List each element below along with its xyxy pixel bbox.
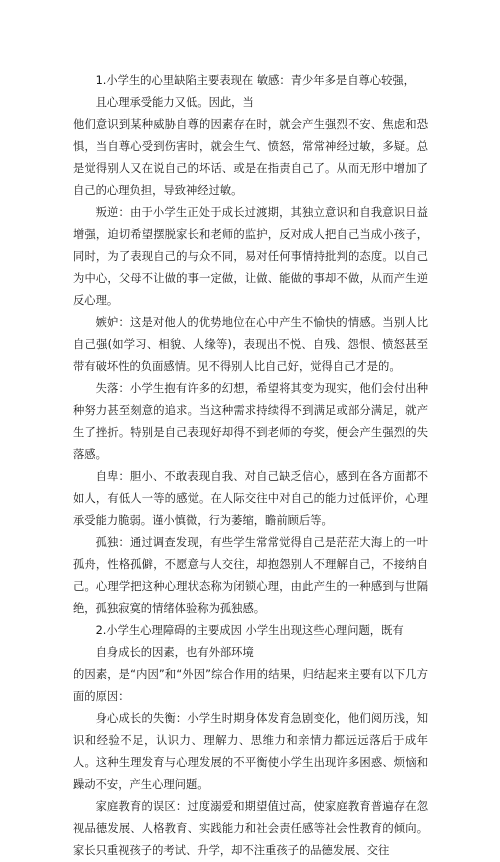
paragraph-1-heading: 1.小学生的心里缺陷主要表现在 敏感：青少年多是自尊心较强， xyxy=(95,74,415,87)
paragraph-inferiority: 自卑：胆小、不敢表现自我、对自己缺乏信心，感到在各方面都不如人，有低人一等的感觉。在人际交往中对自己的能力过低评价，心理承受能力脆弱。谨小慎微，行为萎缩，瞻前顾后等。 xyxy=(73,470,428,527)
paragraph-rebellion: 叛逆：由于小学生正处于成长过渡期，其独立意识和自我意识日益增强，迫切希望摆脱家长和老师的监护，反对成人把自己当成小孩子，同时，为了表现自己的与众不同，易对任何事情持批判的态度。以自己为中心，父母不让做的事一定做，让做、能做的事却不做，从而产生逆反心理。 xyxy=(73,206,428,307)
paragraph-2-body: 的因素，是“内因”和“外因”综合作用的结果，归结起来主要有以下几方面的原因： xyxy=(73,668,428,703)
paragraph-1-heading-cont: 且心理承受能力又低。因此，当 xyxy=(95,96,254,109)
paragraph-loss: 失落：小学生抱有许多的幻想，希望将其变为现实，他们会付出种种努力甚至刻意的追求。当这种需求持续得不到满足或部分满足，就产生了挫折。特别是自己表现好却得不到老师的夸奖，便会产生强烈的失落感。 xyxy=(73,382,428,461)
paragraph-2-heading-cont: 自身成长的因素，也有外部环境 xyxy=(95,646,254,659)
paragraph-loneliness: 孤独：通过调查发现，有些学生常常觉得自己是茫茫大海上的一叶孤舟，性格孤僻，不愿意与人交往，却抱怨别人不理解自己，不接纳自己。心理学把这种心理状态称为闭锁心理，由此产生的一种感到与世隔绝，孤独寂寞的情绪体验称为孤独感。 xyxy=(73,536,428,615)
paragraph-jealousy: 嫉妒：这是对他人的优势地位在心中产生不愉快的情感。当别人比自己强(如学习、相貌、人缘等)，表现出不悦、自残、怨恨、愤怒甚至带有破坏性的负面感情。见不得别人比自己好，觉得自己才是的。 xyxy=(73,316,428,373)
paragraph-2-heading: 2.小学生心理障碍的主要成因 小学生出现这些心理问题，既有 xyxy=(95,624,404,637)
paragraph-imbalance: 身心成长的失衡：小学生时期身体发育急剧变化，他们阅历浅，知识和经验不足，认识力、理解力、思维力和亲情力都远远落后于成年人。这种生理发育与心理发展的不平衡使小学生出现许多困惑、烦恼和躁动不安，产生心理问题。 xyxy=(73,712,428,791)
paragraph-1-body: 他们意识到某种威胁自尊的因素存在时，就会产生强烈不安、焦虑和恐惧，当自尊心受到伤害时，就会生气、愤怒，常常神经过敏，多疑。总是觉得别人又在说自己的坏话、或是在指责自己了。从而无形中增加了自己的心理负担，导致神经过敏。 xyxy=(73,118,428,197)
paragraph-family-education: 家庭教育的误区：过度溺爱和期望值过高，使家庭教育普遍存在忽视品德发展、人格教育、实践能力和社会责任感等社会性教育的倾向。家长只重视孩子的考试、升学，却不注重孩子的品德发展、交往 xyxy=(73,800,428,857)
